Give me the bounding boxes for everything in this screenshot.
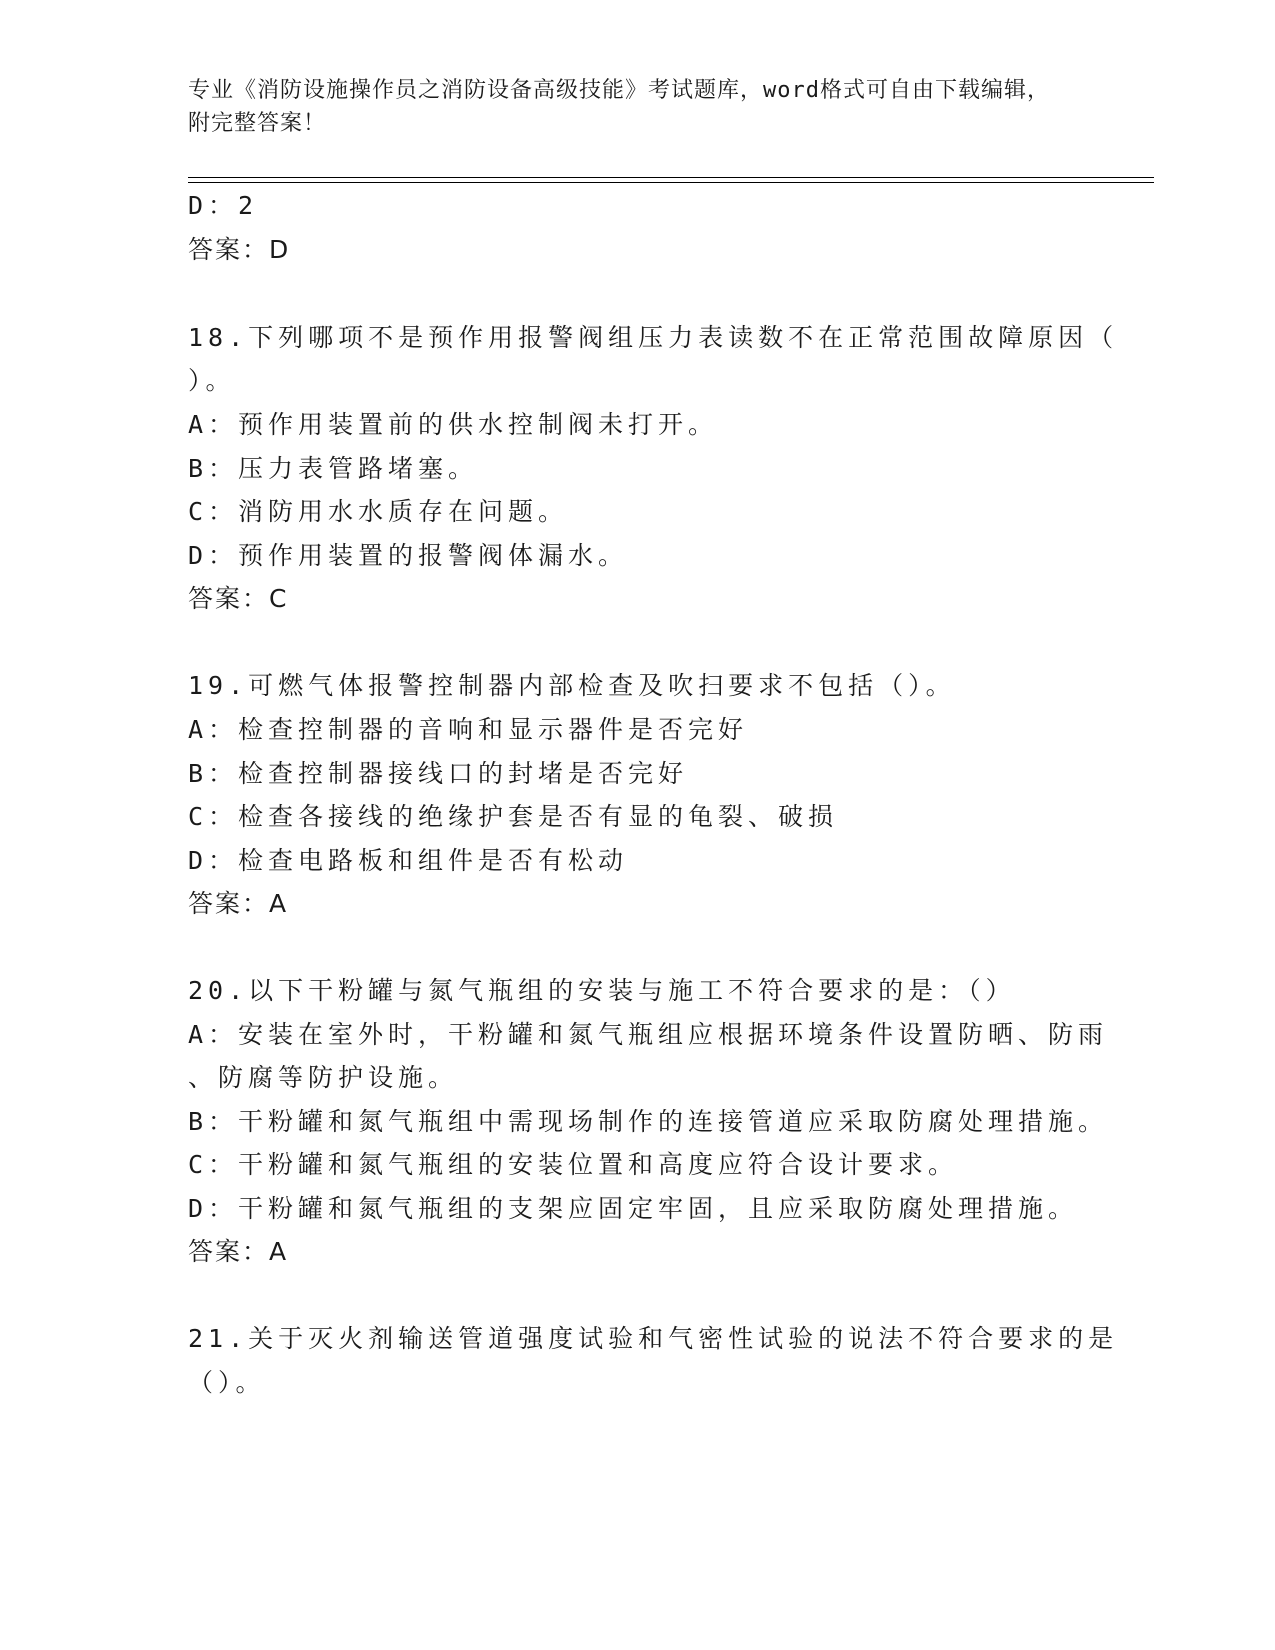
q19-option-a: A：检查控制器的音响和显示器件是否完好: [188, 715, 749, 744]
q20-option-d: D：干粉罐和氮气瓶组的支架应固定牢固，且应采取防腐处理措施。: [188, 1194, 1079, 1223]
q20-option-a-line1: A：安装在室外时，干粉罐和氮气瓶组应根据环境条件设置防晒、防雨: [188, 1020, 1109, 1049]
q18-option-d: D：预作用装置的报警阀体漏水。: [188, 541, 629, 570]
q17-option-d: D：2: [188, 191, 259, 220]
q19-option-b: B：检查控制器接线口的封堵是否完好: [188, 759, 689, 788]
q18-option-b: B：压力表管路堵塞。: [188, 454, 479, 483]
q19-option-c: C：检查各接线的绝缘护套是否有显的龟裂、破损: [188, 802, 839, 831]
q19-answer: 答案：A: [188, 889, 289, 918]
q20-answer: 答案：A: [188, 1237, 289, 1266]
q20-stem-line1: 20.以下干粉罐与氮气瓶组的安装与施工不符合要求的是：（）: [188, 976, 1016, 1005]
header-rule-top: [188, 177, 1154, 178]
q21-stem-line1: 21.关于灭火剂输送管道强度试验和气密性试验的说法不符合要求的是: [188, 1324, 1119, 1353]
q18-option-c: C：消防用水水质存在问题。: [188, 497, 569, 526]
q20-option-a-line2: 、防腐等防护设施。: [188, 1063, 459, 1092]
document-header: 专业《消防设施操作员之消防设备高级技能》考试题库，word格式可自由下载编辑，附完整答案！: [188, 78, 1050, 136]
header-rule-bottom: [188, 182, 1154, 183]
q18-answer: 答案：C: [188, 584, 289, 613]
q18-option-a: A：预作用装置前的供水控制阀未打开。: [188, 410, 719, 439]
q17-answer: 答案：D: [188, 235, 291, 264]
q20-option-c: C：干粉罐和氮气瓶组的安装位置和高度应符合设计要求。: [188, 1150, 959, 1179]
q18-stem-line1: 18.下列哪项不是预作用报警阀组压力表读数不在正常范围故障原因（: [188, 323, 1119, 352]
q19-stem-line1: 19.可燃气体报警控制器内部检查及吹扫要求不包括（）。: [188, 671, 956, 700]
q20-option-b: B：干粉罐和氮气瓶组中需现场制作的连接管道应采取防腐处理措施。: [188, 1107, 1109, 1136]
q21-stem-line2: （）。: [188, 1368, 266, 1397]
q18-stem-line2: ）。: [188, 366, 236, 395]
q19-option-d: D：检查电路板和组件是否有松动: [188, 846, 629, 875]
